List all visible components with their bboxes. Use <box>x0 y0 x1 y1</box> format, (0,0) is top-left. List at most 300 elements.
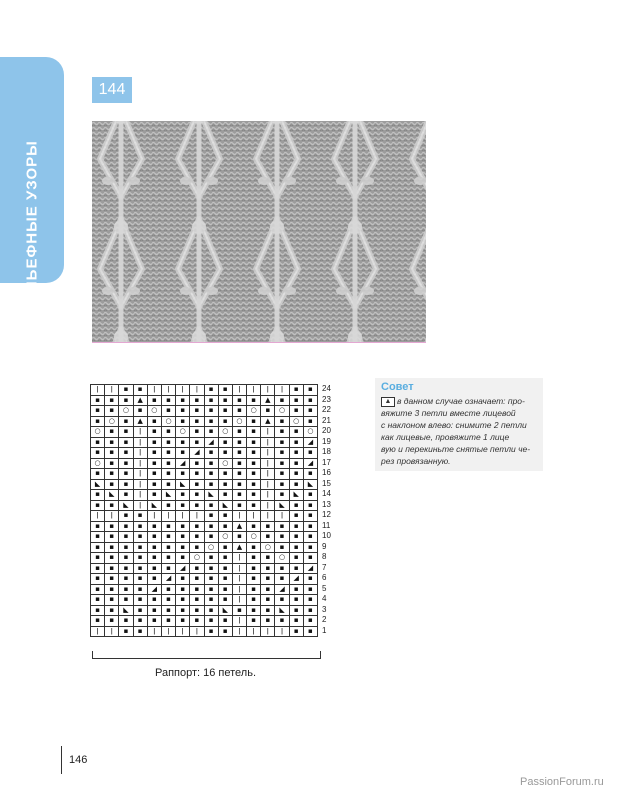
chart-cell: ▪ <box>219 595 233 606</box>
chart-cell: ▪ <box>190 606 204 617</box>
section-title: РЕЛЬЕФНЫЕ УЗОРЫ <box>23 140 41 314</box>
chart-cell: ▪ <box>205 585 219 596</box>
chart-cell: ▪ <box>290 448 304 459</box>
chart-cell: ▪ <box>247 396 261 407</box>
chart-cell: ▪ <box>119 595 133 606</box>
chart-cell: ▪ <box>134 595 148 606</box>
chart-cell: ▪ <box>119 490 133 501</box>
chart-cell: ▪ <box>148 532 162 543</box>
chart-cell: ǀ <box>134 469 148 480</box>
chart-row-number: 20 <box>322 426 331 435</box>
chart-cell: ◣ <box>205 490 219 501</box>
chart-cell: ▪ <box>304 448 318 459</box>
chart-cell: ▪ <box>190 564 204 575</box>
chart-cell: ○ <box>190 553 204 564</box>
chart-cell: ▪ <box>219 553 233 564</box>
chart-cell: ▪ <box>290 553 304 564</box>
repeat-label: Раппорт: 16 петель. <box>154 667 257 679</box>
chart-cell: ◣ <box>148 501 162 512</box>
chart-row-number: 17 <box>322 457 331 467</box>
chart-cell: ▪ <box>205 417 219 428</box>
chart-cell: ǀ <box>176 627 190 638</box>
chart-cell: ▪ <box>105 438 119 449</box>
chart-cell: ǀ <box>190 385 204 396</box>
chart-cell: ▪ <box>134 627 148 638</box>
chart-cell: ▪ <box>91 417 105 428</box>
chart-cell: ▪ <box>148 438 162 449</box>
chart-cell: ǀ <box>162 385 176 396</box>
chart-cell: ▪ <box>119 522 133 533</box>
knitted-texture-image <box>92 121 426 343</box>
chart-cell: ▪ <box>91 564 105 575</box>
chart-cell: ▪ <box>261 553 275 564</box>
chart-row-number: 9 <box>322 541 327 551</box>
chart-cell: ▪ <box>105 522 119 533</box>
chart-cell: ▪ <box>162 616 176 627</box>
chart-cell: ○ <box>219 532 233 543</box>
chart-cell: ▲ <box>233 522 247 533</box>
chart-cell: ǀ <box>233 585 247 596</box>
chart-cell: ▪ <box>290 564 304 575</box>
chart-cell: ǀ <box>233 553 247 564</box>
chart-cell: ǀ <box>134 427 148 438</box>
chart-cell: ▪ <box>304 543 318 554</box>
chart-cell: ▪ <box>190 585 204 596</box>
chart-cell: ▪ <box>162 427 176 438</box>
chart-cell: ▪ <box>148 490 162 501</box>
chart-row-number: 4 <box>322 594 327 603</box>
chart-cell: ▪ <box>219 522 233 533</box>
chart-cell: ▪ <box>247 480 261 491</box>
chart-cell: ǀ <box>176 511 190 522</box>
chart-cell: ǀ <box>148 627 162 638</box>
chart-cell: ▪ <box>190 396 204 407</box>
chart-cell: ○ <box>162 417 176 428</box>
chart-cell: ◣ <box>176 480 190 491</box>
tip-text: в данном случае означает: про- <box>397 396 525 406</box>
chart-cell: ▪ <box>162 564 176 575</box>
chart-cell: ▪ <box>290 438 304 449</box>
chart-cell: ▪ <box>275 616 289 627</box>
chart-cell: ǀ <box>134 480 148 491</box>
chart-cell: ǀ <box>91 385 105 396</box>
chart-cell: ◣ <box>290 490 304 501</box>
chart-cell: ▪ <box>148 553 162 564</box>
chart-cell: ◣ <box>219 606 233 617</box>
chart-cell: ▪ <box>233 448 247 459</box>
chart-cell: ▪ <box>233 532 247 543</box>
chart-cell: ▪ <box>219 406 233 417</box>
chart-cell: ▪ <box>233 490 247 501</box>
chart-cell: ▪ <box>219 574 233 585</box>
chart-cell: ▪ <box>219 564 233 575</box>
chart-cell: ▪ <box>275 522 289 533</box>
chart-cell: ǀ <box>162 511 176 522</box>
chart-cell: ○ <box>91 427 105 438</box>
chart-cell: ◣ <box>105 490 119 501</box>
chart-cell: ▪ <box>176 406 190 417</box>
chart-cell: ▪ <box>233 427 247 438</box>
chart-cell: ▪ <box>176 522 190 533</box>
chart-cell: ▪ <box>119 385 133 396</box>
chart-cell: ▪ <box>247 501 261 512</box>
chart-row-number: 22 <box>322 405 331 414</box>
chart-cell: ▪ <box>119 469 133 480</box>
chart-cell: ▪ <box>134 532 148 543</box>
chart-cell: ǀ <box>148 385 162 396</box>
chart-cell: ▪ <box>290 585 304 596</box>
chart-cell: ◢ <box>304 459 318 470</box>
tip-line: с наклоном влево: снимите 2 петли <box>381 420 527 430</box>
chart-cell: ▪ <box>275 480 289 491</box>
chart-cell: ▪ <box>219 480 233 491</box>
chart-cell: ǀ <box>190 627 204 638</box>
tip-line: рез провязанную. <box>381 456 451 466</box>
chart-cell: ▪ <box>233 396 247 407</box>
chart-cell: ▪ <box>105 585 119 596</box>
chart-cell: ǀ <box>91 511 105 522</box>
chart-cell: ▪ <box>304 616 318 627</box>
chart-cell: ǀ <box>233 616 247 627</box>
chart-cell: ▪ <box>304 501 318 512</box>
chart-cell: ǀ <box>176 385 190 396</box>
chart-cell: ▪ <box>134 564 148 575</box>
chart-cell: ▪ <box>304 553 318 564</box>
chart-cell: ǀ <box>261 469 275 480</box>
chart-cell: ▪ <box>162 522 176 533</box>
chart-cell: ▪ <box>205 385 219 396</box>
chart-cell: ▪ <box>148 469 162 480</box>
chart-cell: ▪ <box>105 553 119 564</box>
chart-cell: ▪ <box>205 574 219 585</box>
chart-cell: ▪ <box>91 438 105 449</box>
chart-cell: ▪ <box>176 595 190 606</box>
chart-cell: ▪ <box>275 543 289 554</box>
chart-cell: ▪ <box>148 574 162 585</box>
chart-cell: ▪ <box>162 501 176 512</box>
chart-cell: ▪ <box>205 553 219 564</box>
chart-cell: ▪ <box>119 553 133 564</box>
chart-cell: ▪ <box>190 406 204 417</box>
chart-cell: ○ <box>105 417 119 428</box>
chart-cell: ▪ <box>176 585 190 596</box>
chart-cell: ▪ <box>190 574 204 585</box>
chart-cell: ǀ <box>261 427 275 438</box>
tip-line: вую и перекиньте снятые петли че- <box>381 444 531 454</box>
chart-row-number: 7 <box>322 562 327 572</box>
chart-cell: ▪ <box>162 448 176 459</box>
chart-cell: ○ <box>205 543 219 554</box>
chart-cell: ▪ <box>247 522 261 533</box>
tip-title: Совет <box>381 381 414 393</box>
chart-cell: ▪ <box>91 522 105 533</box>
chart-cell: ǀ <box>162 627 176 638</box>
chart-cell: ▪ <box>205 532 219 543</box>
chart-cell: ◣ <box>304 480 318 491</box>
chart-cell: ǀ <box>247 385 261 396</box>
chart-cell: ▪ <box>148 606 162 617</box>
chart-cell: ▪ <box>162 469 176 480</box>
chart-cell: ▪ <box>190 595 204 606</box>
chart-cell: ▪ <box>162 543 176 554</box>
chart-cell: ▪ <box>148 564 162 575</box>
chart-cell: ▲ <box>134 396 148 407</box>
chart-cell: ▪ <box>304 606 318 617</box>
chart-cell: ▪ <box>205 511 219 522</box>
chart-cell: ◢ <box>290 574 304 585</box>
chart-cell: ▪ <box>190 522 204 533</box>
chart-cell: ▪ <box>176 553 190 564</box>
chart-cell: ǀ <box>261 501 275 512</box>
chart-cell: ◢ <box>176 459 190 470</box>
chart-cell: ▪ <box>205 480 219 491</box>
chart-cell: ◢ <box>190 448 204 459</box>
chart-cell: ▪ <box>162 606 176 617</box>
chart-cell: ▪ <box>105 595 119 606</box>
chart-cell: ▪ <box>134 522 148 533</box>
sl2-k1-psso-symbol-icon: ▲ <box>381 397 395 407</box>
chart-cell: ▪ <box>105 406 119 417</box>
chart-cell: ▪ <box>105 501 119 512</box>
chart-cell: ▪ <box>176 396 190 407</box>
chart-cell: ▪ <box>275 427 289 438</box>
chart-cell: ▪ <box>304 595 318 606</box>
chart-cell: ǀ <box>247 627 261 638</box>
chart-cell: ▪ <box>176 490 190 501</box>
chart-cell: ▪ <box>205 501 219 512</box>
chart-cell: ▪ <box>91 574 105 585</box>
chart-cell: ▪ <box>91 406 105 417</box>
chart-cell: ▪ <box>119 448 133 459</box>
chart-cell: ▪ <box>148 616 162 627</box>
chart-cell: ▪ <box>247 448 261 459</box>
chart-cell: ○ <box>148 406 162 417</box>
chart-cell: ▪ <box>233 459 247 470</box>
chart-cell: ▪ <box>247 616 261 627</box>
chart-cell: ▪ <box>162 532 176 543</box>
chart-cell: ▪ <box>176 448 190 459</box>
tip-line <box>381 396 525 407</box>
chart-cell: ▪ <box>290 616 304 627</box>
chart-cell: ▪ <box>91 585 105 596</box>
chart-cell: ▪ <box>190 490 204 501</box>
chart-cell: ▪ <box>134 543 148 554</box>
chart-cell: ▪ <box>119 543 133 554</box>
chart-cell: ▪ <box>190 501 204 512</box>
chart-row-number: 14 <box>322 489 331 498</box>
chart-cell: ▪ <box>290 627 304 638</box>
tip-box <box>375 378 543 471</box>
chart-cell: ▪ <box>233 469 247 480</box>
chart-cell: ◢ <box>176 564 190 575</box>
chart-cell: ▪ <box>162 406 176 417</box>
chart-cell: ▪ <box>205 606 219 617</box>
chart-cell: ▪ <box>304 417 318 428</box>
chart-cell: ○ <box>247 406 261 417</box>
chart-cell: ▪ <box>148 595 162 606</box>
chart-cell: ▪ <box>119 585 133 596</box>
chart-row-number: 23 <box>322 394 331 404</box>
chart-cell: ǀ <box>148 511 162 522</box>
chart-cell: ▪ <box>304 511 318 522</box>
pattern-number-badge: 144 <box>92 77 132 103</box>
chart-cell: ▪ <box>261 522 275 533</box>
chart-cell: ▪ <box>105 606 119 617</box>
chart-cell: ▪ <box>219 585 233 596</box>
chart-cell: ◢ <box>205 438 219 449</box>
chart-cell: ▲ <box>261 396 275 407</box>
chart-cell: ▪ <box>176 501 190 512</box>
photo-underline-divider <box>92 342 426 343</box>
chart-cell: ▪ <box>290 522 304 533</box>
chart-cell: ǀ <box>105 627 119 638</box>
chart-cell: ▪ <box>190 427 204 438</box>
chart-cell: ▪ <box>105 396 119 407</box>
chart-cell: ◣ <box>119 501 133 512</box>
chart-cell: ▪ <box>205 396 219 407</box>
chart-cell: ◢ <box>304 438 318 449</box>
chart-cell: ▪ <box>91 595 105 606</box>
chart-row-number: 6 <box>322 573 327 582</box>
chart-cell: ▪ <box>162 595 176 606</box>
chart-cell: ▪ <box>290 480 304 491</box>
chart-cell: ▪ <box>91 553 105 564</box>
chart-cell: ▪ <box>219 490 233 501</box>
chart-cell: ▪ <box>119 438 133 449</box>
chart-cell: ▪ <box>162 459 176 470</box>
chart-cell: ǀ <box>91 627 105 638</box>
chart-cell: ▪ <box>304 406 318 417</box>
chart-cell: ▪ <box>247 595 261 606</box>
chart-cell: ▲ <box>261 417 275 428</box>
chart-cell: ▪ <box>233 501 247 512</box>
chart-cell: ◢ <box>304 564 318 575</box>
chart-cell: ▪ <box>91 606 105 617</box>
chart-cell: ▪ <box>219 511 233 522</box>
chart-cell: ▪ <box>190 459 204 470</box>
chart-cell: ▪ <box>304 490 318 501</box>
chart-cell: ○ <box>261 543 275 554</box>
chart-cell: ▪ <box>261 595 275 606</box>
chart-cell: ǀ <box>134 459 148 470</box>
chart-cell: ▪ <box>105 427 119 438</box>
chart-cell: ▪ <box>134 616 148 627</box>
chart-row-number: 19 <box>322 436 331 446</box>
chart-cell: ▪ <box>219 616 233 627</box>
chart-cell: ▪ <box>275 438 289 449</box>
chart-cell: ▪ <box>148 459 162 470</box>
chart-row-number: 24 <box>322 384 331 393</box>
chart-cell: ▪ <box>219 543 233 554</box>
chart-cell: ▪ <box>162 585 176 596</box>
chart-cell: ▪ <box>190 532 204 543</box>
chart-cell: ▪ <box>134 511 148 522</box>
chart-cell: ▪ <box>105 574 119 585</box>
chart-cell: ▪ <box>119 627 133 638</box>
chart-cell: ▪ <box>247 469 261 480</box>
chart-cell: ▪ <box>105 616 119 627</box>
chart-cell: ▪ <box>290 606 304 617</box>
chart-cell: ▪ <box>162 438 176 449</box>
chart-cell: ▪ <box>247 553 261 564</box>
chart-cell: ǀ <box>261 438 275 449</box>
chart-cell: ▪ <box>148 543 162 554</box>
chart-cell: ▪ <box>290 427 304 438</box>
chart-cell: ǀ <box>190 511 204 522</box>
chart-cell: ▪ <box>119 396 133 407</box>
chart-cell: ○ <box>219 459 233 470</box>
chart-cell: ▪ <box>148 396 162 407</box>
chart-cell: ▪ <box>290 385 304 396</box>
chart-cell: ▪ <box>275 417 289 428</box>
chart-cell: ▪ <box>275 574 289 585</box>
chart-cell: ▪ <box>290 532 304 543</box>
chart-cell: ▪ <box>304 385 318 396</box>
chart-cell: ǀ <box>233 564 247 575</box>
chart-cell: ǀ <box>261 480 275 491</box>
chart-cell: ▪ <box>247 606 261 617</box>
chart-cell: ▪ <box>119 564 133 575</box>
chart-cell: ◣ <box>275 606 289 617</box>
chart-cell: ▪ <box>275 448 289 459</box>
chart-cell: ◣ <box>219 501 233 512</box>
chart-cell: ▪ <box>304 574 318 585</box>
chart-cell: ▪ <box>261 616 275 627</box>
chart-cell: ▪ <box>219 438 233 449</box>
chart-grid <box>90 384 318 637</box>
chart-cell: ▪ <box>119 459 133 470</box>
chart-cell: ǀ <box>233 385 247 396</box>
chart-cell: ▪ <box>176 616 190 627</box>
chart-cell: ▪ <box>134 574 148 585</box>
chart-cell: ▪ <box>190 438 204 449</box>
chart-cell: ▪ <box>205 406 219 417</box>
chart-cell: ▪ <box>219 469 233 480</box>
chart-cell: ▪ <box>290 595 304 606</box>
chart-cell: ▪ <box>304 627 318 638</box>
chart-cell: ▪ <box>91 490 105 501</box>
chart-cell: ǀ <box>233 511 247 522</box>
chart-row-number: 3 <box>322 604 327 614</box>
chart-cell: ▪ <box>190 469 204 480</box>
chart-row-numbers <box>322 384 331 636</box>
chart-cell: ▪ <box>119 616 133 627</box>
chart-cell: ▪ <box>105 469 119 480</box>
chart-row-number: 2 <box>322 615 327 624</box>
chart-cell: ▪ <box>162 553 176 564</box>
chart-cell: ▪ <box>290 511 304 522</box>
tip-line: вяжите 3 петли вместе лицевой <box>381 408 516 418</box>
section-side-tab <box>0 57 64 314</box>
chart-cell: ▪ <box>290 543 304 554</box>
chart-cell: ▪ <box>261 574 275 585</box>
chart-cell: ▪ <box>91 616 105 627</box>
chart-cell: ▪ <box>91 469 105 480</box>
chart-cell: ▲ <box>134 417 148 428</box>
chart-cell: ▪ <box>247 417 261 428</box>
chart-cell: ▪ <box>91 532 105 543</box>
watermark: PassionForum.ru <box>520 776 604 788</box>
chart-cell: ▪ <box>275 459 289 470</box>
chart-cell: ▪ <box>105 459 119 470</box>
chart-cell: ▪ <box>91 501 105 512</box>
chart-row-number: 15 <box>322 478 331 488</box>
chart-cell: ▪ <box>275 490 289 501</box>
chart-cell: ǀ <box>105 511 119 522</box>
chart-cell: ǀ <box>134 438 148 449</box>
chart-cell: ▪ <box>205 522 219 533</box>
chart-cell: ○ <box>304 427 318 438</box>
